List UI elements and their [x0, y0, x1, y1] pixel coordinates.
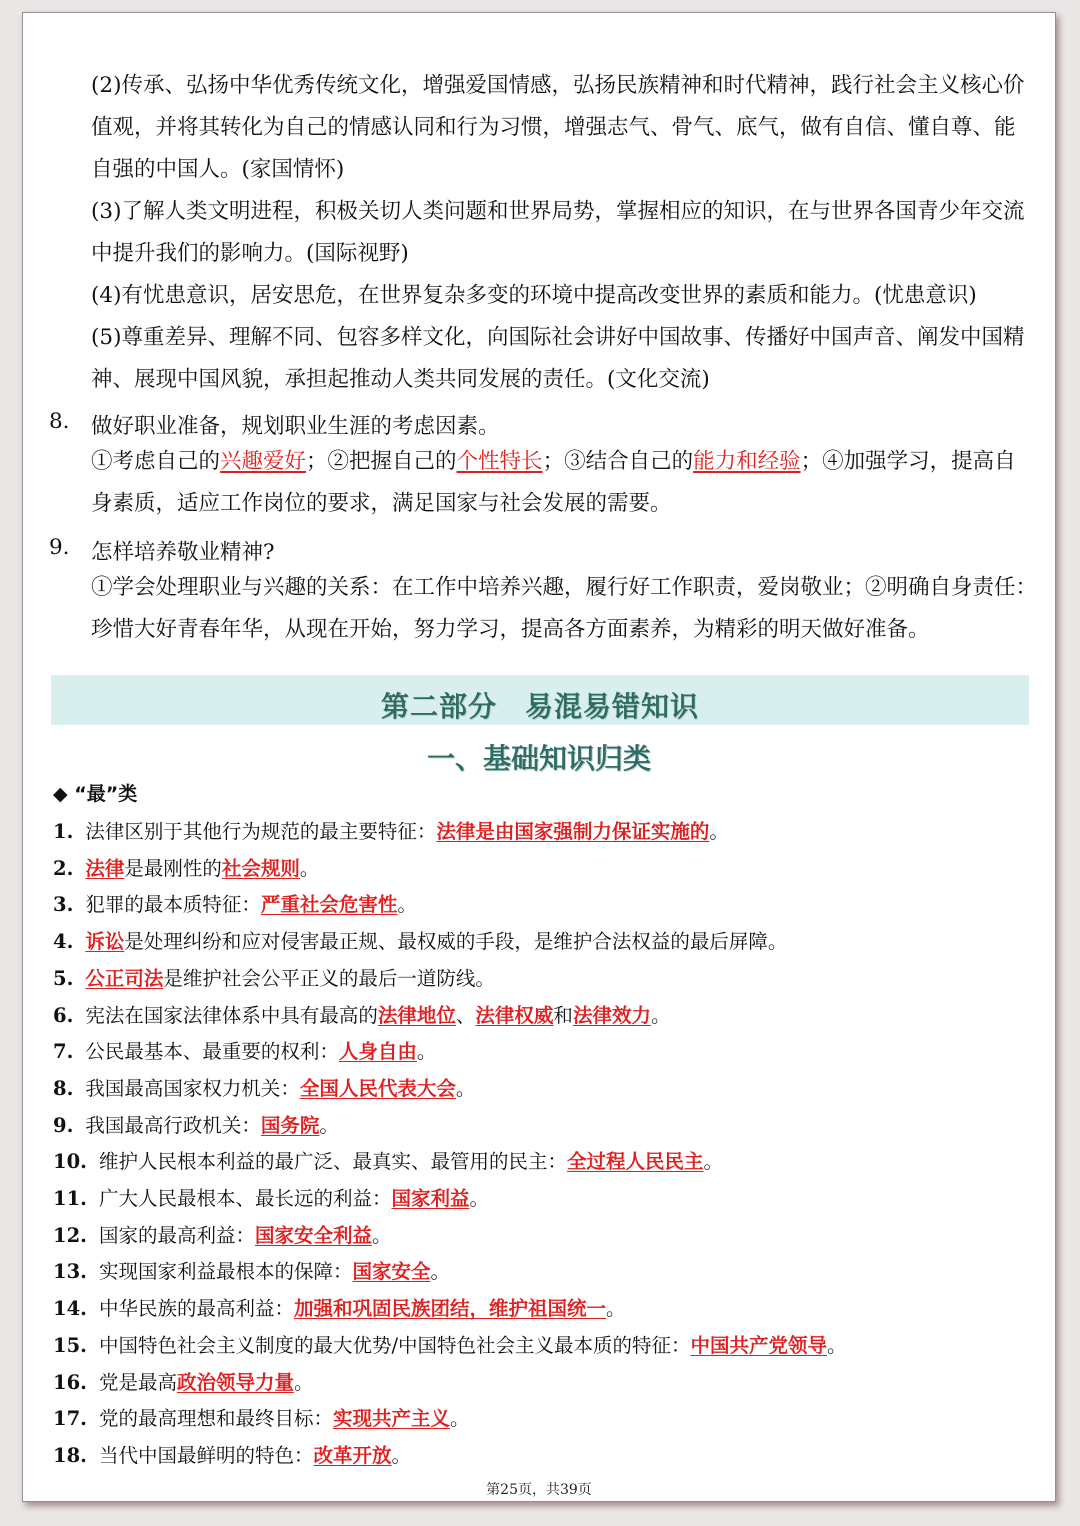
item-text: 。	[416, 1040, 437, 1064]
item-number: 14.	[53, 1297, 87, 1321]
item-number: 8.	[53, 1076, 74, 1100]
highlight-term: 国务院	[260, 1113, 320, 1137]
paragraph-line: (2)传承、弘扬中华优秀传统文化，增强爱国情感，弘扬民族精神和时代精神，践行社会主义核心价	[91, 73, 1025, 98]
list-item	[53, 1330, 847, 1358]
highlight-term: 改革开放	[313, 1443, 392, 1467]
section-part: 第二部分	[380, 690, 497, 723]
item-text: 。	[703, 1150, 723, 1174]
item-text: 我国最高行政机关：	[85, 1113, 261, 1137]
item-text: 。	[430, 1260, 450, 1284]
item-number: 9.	[53, 1113, 74, 1137]
highlight-term: 诉讼	[85, 930, 125, 954]
paragraph-line: 值观，并将其转化为自己的情感认同和行为习惯，增强志气、骨气、底气，做有自信、懂自尊、能	[91, 115, 1016, 140]
item-text: 和	[553, 1003, 573, 1027]
item-number: 15.	[53, 1333, 87, 1357]
item-number: 11.	[53, 1187, 87, 1210]
item-text: 是最刚性的	[124, 856, 222, 880]
item-text: 。	[319, 1113, 339, 1137]
item-text: 当代中国最鲜明的特色：	[98, 1443, 314, 1467]
item-number: 5.	[53, 966, 74, 990]
highlight-term: 个性特长	[456, 449, 543, 474]
list-item	[53, 1110, 339, 1138]
item-text: 党的最高理想和最终目标：	[98, 1407, 333, 1431]
highlight-term: 社会规则	[221, 856, 300, 880]
list-item	[53, 1220, 391, 1248]
document-page	[22, 12, 1056, 1502]
item-text: 中国特色社会主义制度的最大优势/中国特色社会主义最本质的特征：	[98, 1333, 691, 1357]
item-text: 宪法在国家法律体系中具有最高的	[85, 1003, 378, 1027]
item-text: 、	[455, 1003, 476, 1027]
item-text: 。	[391, 1443, 411, 1467]
list-item	[53, 853, 319, 881]
highlight-term: 法律是由国家强制力保证实施的	[436, 820, 710, 843]
question-title: 做好职业准备，规划职业生涯的考虑因素。	[91, 414, 500, 439]
item-text: 维护人民根本利益的最广泛、最真实、最管用的民主：	[98, 1150, 567, 1174]
highlight-term: 法律地位	[377, 1003, 456, 1027]
item-text: 是维护社会公平正义的最后一道防线。	[163, 966, 495, 990]
item-text: 。	[469, 1187, 489, 1210]
subsection-title: 一、基础知识归类	[426, 742, 651, 775]
item-number: 2.	[53, 856, 74, 880]
item-text: 国家的最高利益：	[98, 1223, 255, 1247]
highlight-term: 国家利益	[391, 1187, 470, 1210]
list-item	[53, 1367, 313, 1395]
item-text: 。	[299, 856, 320, 880]
page-footer: 第25页，共39页	[486, 1482, 592, 1498]
highlight-term: 实现共产主义	[332, 1407, 450, 1431]
answer-line: 珍惜大好青春年华，从现在开始，努力学习，提高各方面素养，为精彩的明天做好准备。	[91, 617, 930, 642]
question-title: 怎样培养敬业精神?	[91, 540, 275, 565]
item-text: 。	[449, 1407, 470, 1431]
paragraph-line: (4)有忧患意识，居安思危，在世界复杂多变的环境中提高改变世界的素质和能力。(忧患意识)	[91, 283, 977, 308]
item-text: 犯罪的最本质特征：	[85, 893, 261, 917]
highlight-term: 能力和经验	[693, 449, 801, 474]
item-text: 。	[709, 820, 729, 843]
list-item	[53, 1440, 411, 1468]
item-text: 。	[293, 1370, 314, 1394]
list-item	[53, 1183, 489, 1211]
item-text: 。	[605, 1297, 626, 1321]
highlight-term: 国家安全	[352, 1260, 431, 1284]
item-text: 党是最高	[98, 1370, 177, 1394]
paragraph-line: (5)尊重差异、理解不同、包容多样文化，向国际社会讲好中国故事、传播好中国声音、阐发中国精	[91, 325, 1025, 350]
category-label: ◆ “最”类	[53, 783, 138, 805]
paragraph-line: 自强的中国人。(家国情怀)	[91, 157, 345, 182]
paragraph-line: 中提升我们的影响力。(国际视野)	[91, 241, 409, 266]
section-band	[51, 675, 1029, 725]
list-item	[53, 1293, 625, 1321]
item-text: 广大人民最根本、最长远的利益：	[98, 1187, 392, 1210]
paragraph-line: 神、展现中国风貌，承担起推动人类共同发展的责任。(文化交流)	[91, 367, 710, 392]
answer-line	[91, 451, 1016, 473]
highlight-term: 法律效力	[572, 1003, 651, 1027]
highlight-term: 加强和巩固民族团结，维护祖国统一	[293, 1297, 606, 1321]
paragraph-line: (3)了解人类文明进程，积极关切人类问题和世界局势，掌握相应的知识，在与世界各国青少年交流	[91, 199, 1025, 224]
item-text: 。	[397, 893, 417, 917]
answer-text: ①考虑自己的	[91, 449, 221, 474]
answer-line: 身素质，适应工作岗位的要求，满足国家与社会发展的需要。	[91, 491, 672, 516]
list-item	[53, 1073, 475, 1101]
list-item	[53, 816, 729, 844]
highlight-term: 严重社会危害性	[260, 893, 398, 917]
answer-text: ；③结合自己的	[542, 449, 694, 474]
list-item	[53, 1403, 469, 1431]
item-text: 。	[371, 1223, 392, 1247]
item-number: 1.	[53, 820, 74, 843]
highlight-term: 中国共产党领导	[690, 1333, 828, 1357]
item-text: 。	[455, 1076, 476, 1100]
item-number: 4.	[53, 930, 74, 954]
highlight-term: 法律权威	[475, 1003, 554, 1027]
highlight-term: 公正司法	[85, 966, 164, 990]
list-item	[53, 1036, 436, 1064]
section-title: 易混易错知识	[525, 690, 700, 723]
item-number: 18.	[53, 1443, 87, 1467]
section-heading	[51, 685, 1029, 725]
highlight-term: 兴趣爱好	[220, 449, 307, 474]
answer-text: ；④加强学习，提高自	[800, 449, 1016, 474]
item-number: 16.	[53, 1370, 87, 1394]
item-number: 7.	[53, 1040, 74, 1064]
answer-line: ①学会处理职业与兴趣的关系：在工作中培养兴趣，履行好工作职责，爱岗敬业；②明确自身责任：	[91, 575, 1038, 600]
question-number: 8.	[49, 409, 70, 434]
item-text: 实现国家利益最根本的保障：	[98, 1260, 353, 1284]
item-text: 中华民族的最高利益：	[98, 1297, 294, 1321]
item-number: 10.	[53, 1150, 87, 1174]
highlight-term: 国家安全利益	[254, 1223, 372, 1247]
item-text: 法律区别于其他行为规范的最主要特征：	[85, 820, 437, 843]
list-item	[53, 963, 495, 991]
item-text: 我国最高国家权力机关：	[85, 1076, 300, 1100]
highlight-term: 全国人民代表大会	[299, 1076, 456, 1100]
item-number: 17.	[53, 1407, 87, 1431]
item-number: 3.	[53, 893, 74, 917]
item-text: 是处理纠纷和应对侵害最正规、最权威的手段，是维护合法权益的最后屏障。	[124, 930, 788, 954]
question-number: 9.	[49, 535, 70, 560]
item-text: 。	[827, 1333, 847, 1357]
list-item	[53, 1146, 723, 1174]
item-number: 13.	[53, 1260, 87, 1284]
highlight-term: 法律	[85, 856, 125, 880]
highlight-term: 全过程人民民主	[566, 1150, 704, 1174]
item-text: 。	[650, 1003, 671, 1027]
answer-text: ；②把握自己的	[306, 449, 457, 474]
list-item	[53, 926, 787, 954]
item-number: 12.	[53, 1223, 87, 1247]
item-text: 公民最基本、最重要的权利：	[85, 1040, 339, 1064]
list-item	[53, 889, 417, 917]
list-item	[53, 1000, 670, 1028]
highlight-term: 政治领导力量	[176, 1370, 294, 1394]
item-number: 6.	[53, 1003, 74, 1027]
highlight-term: 人身自由	[338, 1040, 417, 1064]
list-item	[53, 1256, 450, 1284]
